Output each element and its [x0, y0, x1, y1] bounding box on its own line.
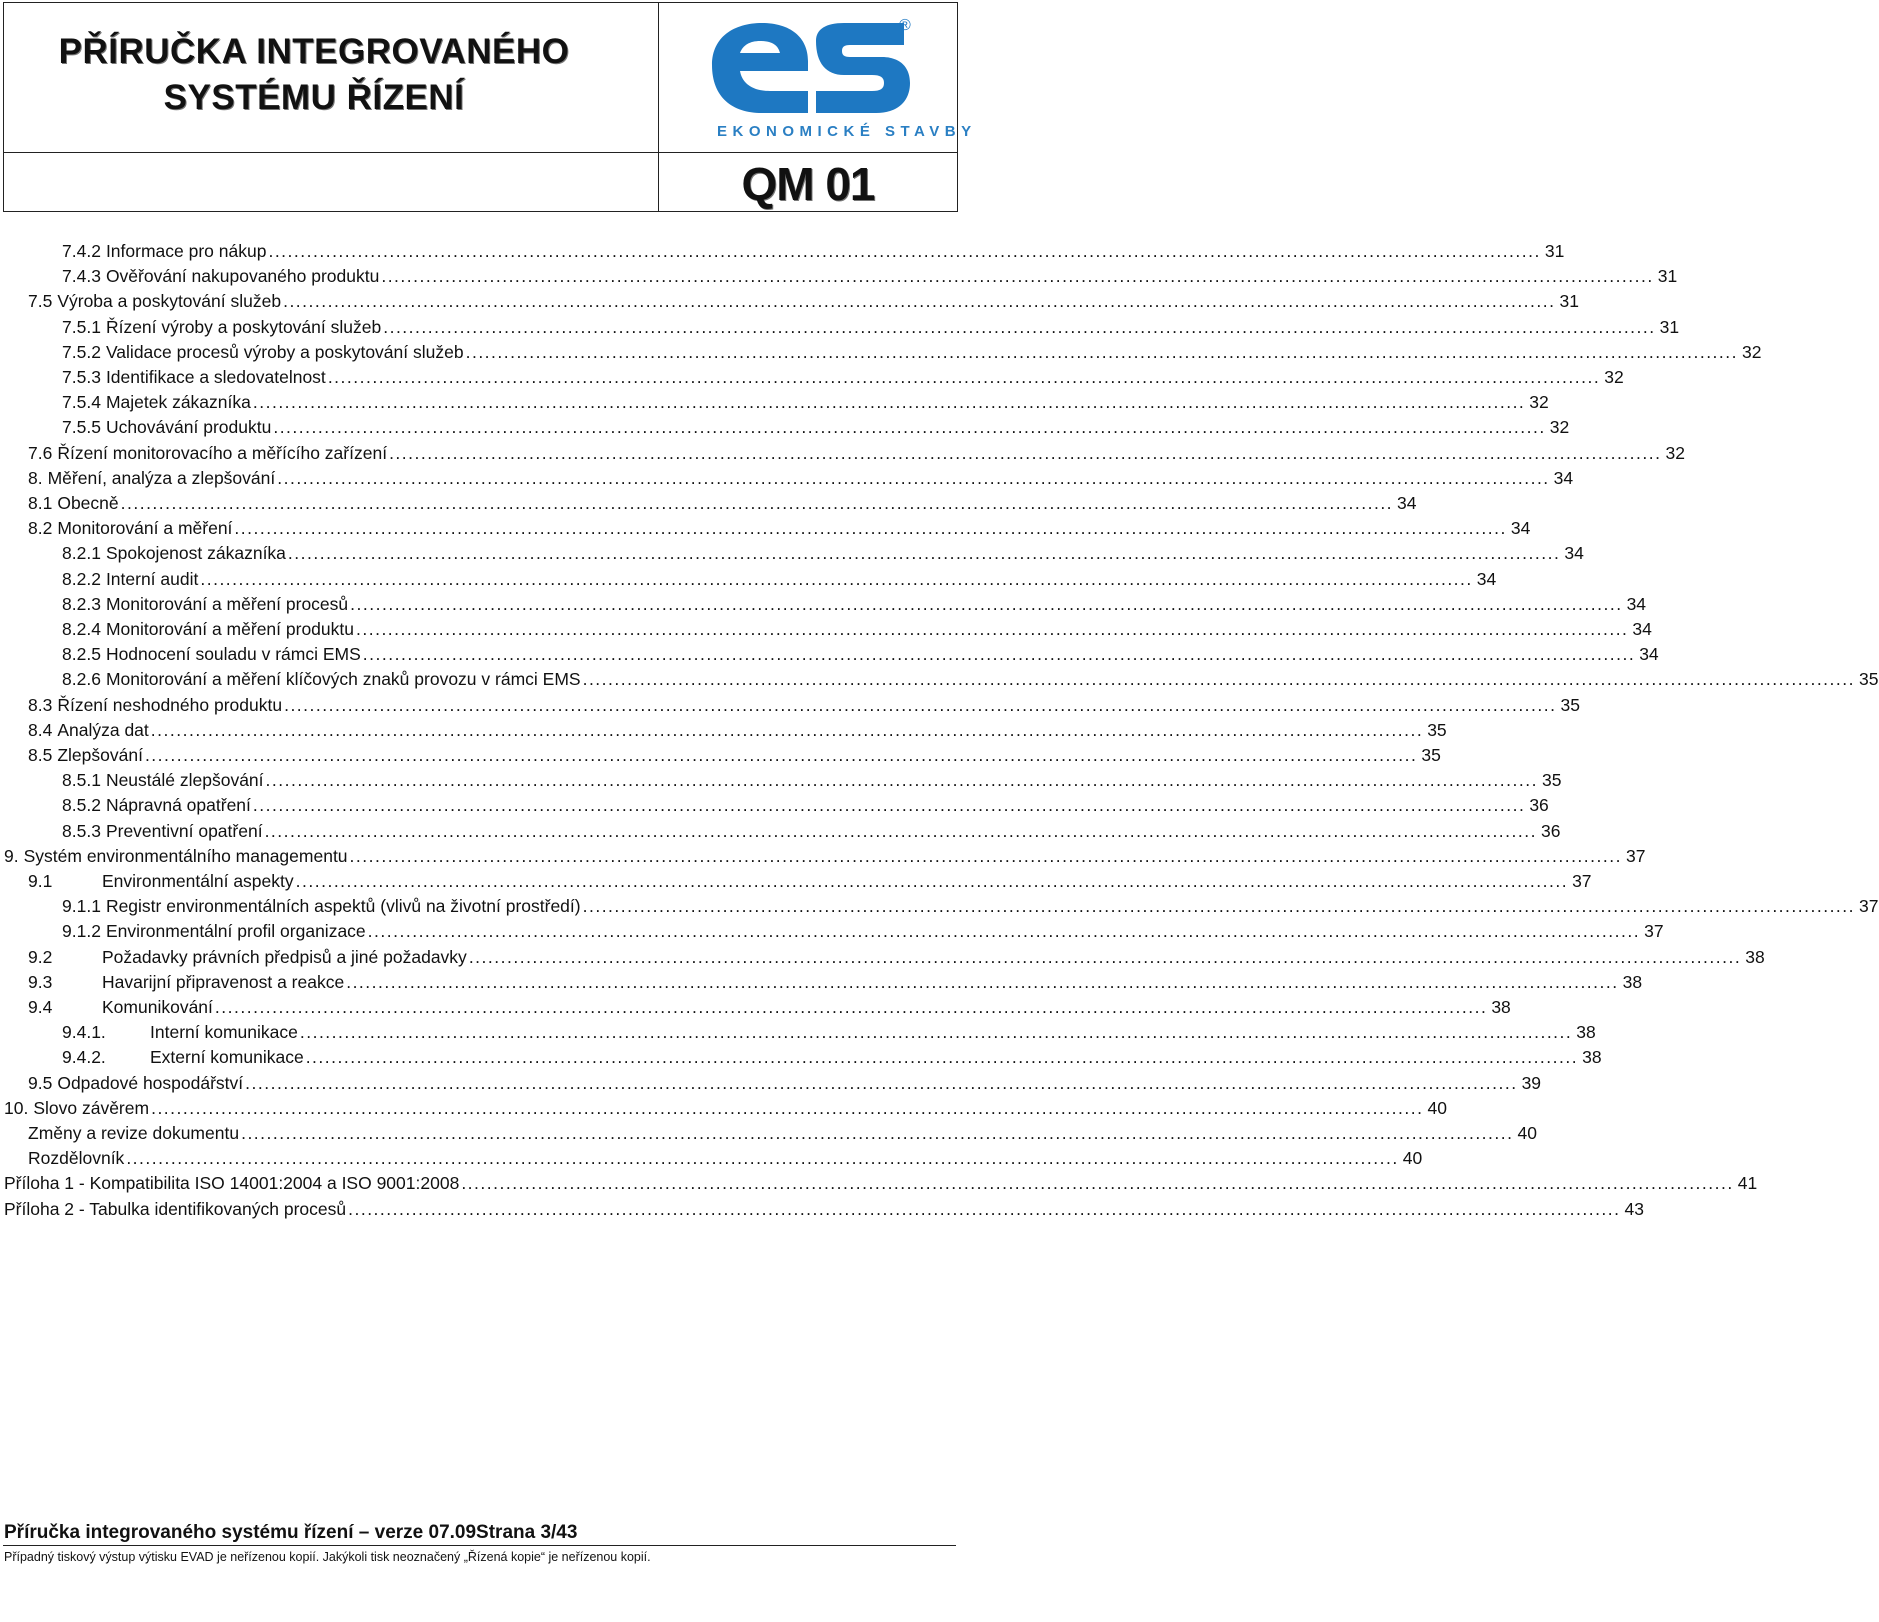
toc-leader-dots: ........................................................................................................................................................................................................: [383, 316, 1656, 337]
toc-entry[interactable]: [62, 412, 1570, 438]
toc-entry-page: 34: [1639, 644, 1659, 665]
toc-entry-number: 8.3: [28, 694, 53, 715]
toc-entry-number: 9.5: [28, 1072, 53, 1093]
toc-entry-number: 7.5.5: [62, 417, 101, 438]
toc-entry-number: 7.5.3: [62, 367, 101, 387]
toc-entry-label: [62, 240, 266, 262]
toc-entry-label: [62, 391, 251, 413]
toc-leader-dots: ........................................................................................................................................................................................................: [582, 896, 1856, 917]
toc-entry[interactable]: [4, 1194, 1644, 1220]
toc-entry-title: Monitorování a měření: [57, 518, 233, 539]
toc-entry[interactable]: [28, 488, 1417, 514]
toc-entry-label: [62, 895, 581, 917]
document-title: [4, 29, 624, 121]
toc-entry-number: 8.2.4: [62, 619, 101, 639]
toc-entry-number: 7.6: [28, 442, 53, 463]
toc-entry-page: 40: [1517, 1123, 1537, 1143]
toc-entry-title: Environmentální profil organizace: [105, 921, 366, 942]
toc-entry-label: [28, 1122, 239, 1144]
toc-entry-title: Monitorování a měření produktu: [105, 619, 354, 639]
toc-entry-title: Monitorování a měření procesů: [105, 593, 349, 614]
toc-entry-page: 38: [1582, 1047, 1602, 1068]
toc-entry-page: 37: [1859, 896, 1879, 917]
toc-entry[interactable]: [62, 1042, 1602, 1068]
toc-entry-number: 9.4.1.: [62, 1022, 106, 1043]
toc-entry[interactable]: [62, 362, 1624, 388]
es-logo-icon: [704, 17, 919, 117]
toc-entry-label: [28, 744, 143, 766]
toc-entry[interactable]: [28, 992, 1511, 1018]
toc-leader-dots: ........................................................................................................................................................................................................: [214, 997, 1488, 1017]
toc-entry-label: [62, 1021, 298, 1043]
toc-entry-number: 9.4: [28, 997, 53, 1017]
toc-entry-title: Majetek zákazníka: [105, 392, 251, 413]
toc-entry-title: Slovo závěrem: [33, 1097, 150, 1118]
toc-leader-dots: ........................................................................................................................................................................................................: [295, 871, 1569, 891]
toc-entry[interactable]: [62, 312, 1680, 338]
toc-entry[interactable]: [28, 463, 1574, 489]
toc-entry-label: [4, 1172, 459, 1194]
toc-entry[interactable]: [4, 1168, 1758, 1194]
toc-leader-dots: ........................................................................................................................................................................................................: [287, 543, 1561, 564]
toc-entry[interactable]: [62, 916, 1664, 942]
toc-entry[interactable]: [62, 337, 1762, 363]
toc-entry[interactable]: [62, 1017, 1596, 1043]
toc-entry-title: Havarijní připravenost a reakce: [102, 971, 345, 992]
toc-entry[interactable]: [28, 942, 1765, 968]
toc-entry-label: [62, 593, 348, 615]
toc-leader-dots: ........................................................................................................................................................................................................: [268, 241, 1541, 261]
toc-entry-page: 34: [1476, 568, 1497, 589]
toc-entry-page: 35: [1421, 745, 1441, 765]
toc-entry-page: 37: [1625, 845, 1646, 866]
toc-entry-title: Měření, analýza a zlepšování: [47, 467, 276, 488]
toc-leader-dots: ........................................................................................................................................................................................................: [273, 417, 1546, 438]
toc-entry-label: [28, 517, 232, 539]
toc-entry-page: 36: [1540, 820, 1561, 841]
toc-entry-title: Rozdělovník: [28, 1148, 125, 1169]
toc-leader-dots: ........................................................................................................................................................................................................: [284, 694, 1557, 715]
toc-entry-page: 32: [1604, 367, 1624, 387]
toc-entry[interactable]: [28, 715, 1447, 741]
toc-leader-dots: ........................................................................................................................................................................................................: [468, 946, 1742, 967]
toc-entry-page: 34: [1632, 619, 1652, 639]
toc-entry-title: Analýza dat: [57, 719, 149, 740]
toc-entry-label: [62, 416, 271, 438]
toc-entry-title: Validace procesů výroby a poskytování služeb: [105, 341, 464, 362]
toc-leader-dots: ........................................................................................................................................................................................................: [252, 392, 1526, 413]
toc-leader-dots: ........................................................................................................................................................................................................: [200, 568, 1473, 589]
toc-entry-number: 7.5.2: [62, 341, 101, 362]
toc-entry-page: 34: [1626, 593, 1647, 614]
toc-entry-title: Výroba a poskytování služeb: [57, 291, 282, 312]
logo-subtitle: EKONOMICKÉ STAVBY: [717, 123, 977, 140]
toc-entry-label: [62, 668, 581, 690]
toc-entry-label: [62, 820, 263, 842]
toc-leader-dots: ........................................................................................................................................................................................................: [120, 493, 1394, 513]
toc-entry[interactable]: [28, 866, 1592, 892]
toc-entry-number: 9.3: [28, 971, 53, 992]
toc-entry-label: [28, 1147, 124, 1169]
toc-entry-title: Informace pro nákup: [105, 241, 267, 261]
toc-entry-title: Uchovávání produktu: [105, 417, 272, 438]
toc-entry-number: 8.2.5: [62, 644, 101, 665]
toc-entry-number: 8.5.2: [62, 795, 101, 816]
toc-entry-title: Hodnocení souladu v rámci EMS: [105, 644, 361, 665]
toc-entry-label: [62, 794, 251, 816]
toc-entry[interactable]: [62, 589, 1647, 615]
toc-entry-number: 8.2: [28, 518, 53, 539]
toc-entry-page: 32: [1549, 417, 1570, 438]
registered-mark: ®: [899, 17, 911, 34]
toc-entry-label: [4, 1198, 346, 1220]
toc-leader-dots: ........................................................................................................................................................................................................: [350, 593, 1623, 614]
footer-divider: [3, 1545, 956, 1546]
toc-entry-page: 36: [1529, 795, 1549, 816]
toc-leader-dots: ........................................................................................................................................................................................................: [356, 619, 1629, 639]
toc-entry-label: [62, 643, 361, 665]
toc-entry-label: [28, 719, 149, 741]
toc-entry-number: 7.4.2: [62, 241, 101, 261]
toc-entry-number: 9.1.1: [62, 896, 101, 917]
toc-entry[interactable]: [62, 639, 1659, 665]
toc-entry-number: 9.1.2: [62, 921, 101, 942]
toc-entry-number: 8.5.3: [62, 820, 101, 841]
toc-entry-title: Změny a revize dokumentu: [28, 1123, 240, 1143]
toc-entry-number: 7.5.1: [62, 316, 101, 337]
toc-entry-title: Preventivní opatření: [105, 820, 263, 841]
toc-leader-dots: ........................................................................................................................................................................................................: [151, 1097, 1424, 1118]
toc-entry-page: 35: [1859, 669, 1879, 690]
toc-leader-dots: ........................................................................................................................................................................................................: [461, 1173, 1734, 1194]
toc-leader-dots: ........................................................................................................................................................................................................: [245, 1072, 1518, 1093]
toc-entry-title: Externí komunikace: [150, 1047, 304, 1068]
toc-entry-number: 8.5: [28, 745, 53, 765]
document-code: QM 01: [741, 158, 875, 210]
toc-entry-title: Příloha 1 - Kompatibilita ISO 14001:2004 a ISO 9001:2008: [4, 1173, 460, 1194]
toc-entry[interactable]: [62, 816, 1561, 842]
toc-entry-label: [62, 618, 354, 640]
toc-entry-page: 31: [1544, 241, 1565, 261]
toc-entry-page: 35: [1560, 694, 1580, 715]
toc-entry-title: Příloha 2 - Tabulka identifikovaných procesů: [4, 1198, 347, 1219]
toc-entry-number: 8.2.1: [62, 543, 101, 564]
toc-entry-label: [62, 341, 464, 363]
toc-leader-dots: ........................................................................................................................................................................................................: [367, 921, 1641, 942]
toc-entry[interactable]: [62, 664, 1879, 690]
toc-entry-number: 8.5.1: [62, 770, 101, 791]
document-header: [3, 2, 977, 212]
toc-leader-dots: ........................................................................................................................................................................................................: [348, 1198, 1621, 1219]
toc-entry-page: 35: [1541, 770, 1562, 791]
toc-entry-title: Řízení monitorovacího a měřícího zařízení: [57, 442, 388, 463]
toc-entry-label: [28, 946, 467, 968]
toc-entry-page: 34: [1553, 467, 1574, 488]
toc-entry-number: 7.5: [28, 291, 53, 312]
toc-entry[interactable]: [28, 1068, 1542, 1094]
toc-entry-label: [28, 870, 294, 892]
toc-leader-dots: ........................................................................................................................................................................................................: [305, 1047, 1579, 1068]
toc-entry-number: 8.2.6: [62, 669, 101, 690]
toc-entry-label: [62, 265, 379, 287]
toc-entry-title: Komunikování: [102, 997, 213, 1017]
toc-leader-dots: ........................................................................................................................................................................................................: [264, 820, 1537, 841]
toc-entry-page: 32: [1529, 392, 1549, 413]
toc-leader-dots: ........................................................................................................................................................................................................: [241, 1123, 1514, 1143]
toc-leader-dots: ........................................................................................................................................................................................................: [346, 971, 1619, 992]
toc-leader-dots: ........................................................................................................................................................................................................: [349, 845, 1622, 866]
toc-entry-label: [28, 442, 387, 464]
toc-entry-number: 9.: [4, 845, 19, 866]
toc-entry[interactable]: [28, 967, 1643, 993]
toc-entry-page: 34: [1510, 518, 1531, 539]
toc-leader-dots: ........................................................................................................................................................................................................: [389, 442, 1662, 463]
toc-entry-label: [28, 492, 119, 514]
toc-entry-title: Řízení výroby a poskytování služeb: [105, 316, 382, 337]
toc-entry-page: 38: [1576, 1022, 1596, 1043]
toc-leader-dots: ........................................................................................................................................................................................................: [327, 367, 1601, 387]
toc-entry-label: [62, 542, 286, 564]
toc-entry-page: 40: [1402, 1148, 1423, 1169]
toc-leader-dots: ........................................................................................................................................................................................................: [144, 745, 1418, 765]
toc-entry-title: Interní komunikace: [150, 1022, 298, 1043]
toc-leader-dots: ........................................................................................................................................................................................................: [283, 291, 1556, 312]
toc-entry[interactable]: [28, 1118, 1537, 1144]
toc-entry-page: 35: [1427, 719, 1447, 740]
toc-entry-title: Řízení neshodného produktu: [57, 694, 283, 715]
toc-entry-label: [62, 568, 198, 590]
toc-entry-title: Nápravná opatření: [105, 795, 251, 816]
toc-entry-title: Obecně: [57, 493, 119, 513]
toc-entry-title: Ověřování nakupovaného produktu: [105, 266, 380, 287]
footer-note: Případný tiskový výstup výtisku EVAD je neřízenou kopií. Jakýkoli tisk neoznačený „Řízená kopie“ je neřízenou kopií.: [4, 1550, 651, 1564]
toc-entry-page: 31: [1657, 266, 1678, 287]
toc-leader-dots: ........................................................................................................................................................................................................: [277, 467, 1550, 488]
toc-entry[interactable]: [62, 765, 1562, 791]
footer-title: Příručka integrovaného systému řízení – verze 07.09Strana 3/43: [4, 1522, 578, 1543]
toc-entry-label: [28, 290, 281, 312]
toc-entry-page: 37: [1572, 871, 1592, 891]
toc-entry-number: 8.2.3: [62, 593, 101, 614]
toc-leader-dots: ........................................................................................................................................................................................................: [465, 341, 1739, 362]
toc-entry-label: [62, 769, 264, 791]
toc-entry[interactable]: [28, 513, 1531, 539]
toc-entry-page: 40: [1427, 1097, 1447, 1118]
toc-entry[interactable]: [28, 740, 1441, 766]
toc-entry-label: [28, 996, 213, 1018]
toc-entry[interactable]: [4, 841, 1646, 867]
toc-entry[interactable]: [28, 1143, 1423, 1169]
toc-entry-title: Neustálé zlepšování: [105, 770, 264, 791]
toc-entry-number: 8.2.2: [62, 568, 101, 589]
header-empty-cell: [4, 153, 659, 211]
toc-entry-page: 34: [1564, 543, 1584, 564]
toc-entry-label: [62, 1046, 304, 1068]
toc-entry-page: 32: [1742, 341, 1762, 362]
toc-entry[interactable]: [28, 690, 1580, 716]
toc-entry-number: 10.: [4, 1097, 29, 1118]
toc-entry[interactable]: [28, 438, 1685, 464]
toc-entry-title: Interní audit: [105, 568, 199, 589]
toc-entry-label: [62, 316, 381, 338]
toc-entry-number: 9.2: [28, 946, 53, 967]
toc-entry-page: 31: [1659, 316, 1680, 337]
toc-entry[interactable]: [62, 891, 1879, 917]
toc-entry-page: 38: [1491, 997, 1511, 1017]
toc-leader-dots: ........................................................................................................................................................................................................: [150, 719, 1424, 740]
toc-leader-dots: ........................................................................................................................................................................................................: [126, 1148, 1399, 1169]
toc-entry-title: Registr environmentálních aspektů (vlivů na životní prostředí): [105, 896, 581, 917]
toc-leader-dots: ........................................................................................................................................................................................................: [265, 770, 1538, 791]
document-title-line1: PŘÍRUČKA INTEGROVANÉHO: [58, 32, 570, 71]
toc-entry-label: [62, 366, 326, 388]
toc-entry-title: Environmentální aspekty: [102, 871, 294, 891]
document-title-line2: SYSTÉMU ŘÍZENÍ: [163, 78, 465, 117]
toc-entry[interactable]: [4, 1093, 1447, 1119]
toc-entry-number: 8.1: [28, 493, 53, 513]
toc-entry-page: 37: [1644, 921, 1664, 942]
toc-entry[interactable]: [28, 286, 1579, 312]
toc-entry-title: Monitorování a měření klíčových znaků provozu v rámci EMS: [105, 669, 581, 690]
toc-entry[interactable]: [62, 614, 1652, 640]
toc-entry-label: [28, 1072, 243, 1094]
header-code-cell: [659, 153, 957, 211]
toc-entry-number: 9.4.2.: [62, 1047, 106, 1068]
toc-entry-label: [62, 920, 366, 942]
toc-entry[interactable]: [62, 564, 1497, 590]
toc-leader-dots: ........................................................................................................................................................................................................: [381, 266, 1654, 287]
toc-entry-title: Zlepšování: [57, 745, 143, 765]
toc-entry[interactable]: [62, 261, 1678, 287]
toc-entry-number: 8.4: [28, 719, 53, 740]
toc-entry-page: 32: [1665, 442, 1685, 463]
toc-entry-label: [28, 467, 275, 489]
toc-entry-label: [28, 694, 282, 716]
toc-entry-number: 7.4.3: [62, 266, 101, 287]
toc-leader-dots: ........................................................................................................................................................................................................: [582, 669, 1855, 690]
toc-entry-number: 9.1: [28, 871, 53, 891]
toc-entry[interactable]: [62, 538, 1584, 564]
company-logo: [659, 3, 977, 153]
toc-entry-title: Systém environmentálního managementu: [23, 845, 348, 866]
toc-leader-dots: ........................................................................................................................................................................................................: [252, 795, 1526, 816]
toc-entry-page: 34: [1397, 493, 1417, 513]
toc-entry-title: Odpadové hospodářství: [57, 1072, 244, 1093]
toc-entry-title: Požadavky právních předpisů a jiné požadavky: [102, 946, 467, 967]
toc-entry-title: Identifikace a sledovatelnost: [105, 367, 326, 387]
toc-entry-page: 38: [1622, 971, 1643, 992]
toc-leader-dots: ........................................................................................................................................................................................................: [299, 1022, 1573, 1043]
toc-entry[interactable]: [62, 387, 1549, 413]
toc-entry-page: 38: [1745, 946, 1765, 967]
toc-leader-dots: ........................................................................................................................................................................................................: [234, 518, 1507, 539]
toc-entry[interactable]: [62, 236, 1565, 262]
header-title-cell: [4, 3, 659, 153]
toc-leader-dots: ........................................................................................................................................................................................................: [362, 644, 1636, 665]
toc-entry[interactable]: [62, 790, 1549, 816]
toc-entry-page: 39: [1521, 1072, 1542, 1093]
toc-entry-page: 41: [1737, 1173, 1758, 1194]
toc-entry-label: [4, 845, 348, 867]
toc-entry-number: 7.5.4: [62, 392, 101, 413]
toc-entry-label: [28, 971, 344, 993]
toc-entry-page: 43: [1624, 1198, 1644, 1219]
toc-entry-number: 8.: [28, 467, 43, 488]
toc-entry-page: 31: [1559, 291, 1579, 312]
toc-entry-label: [4, 1097, 149, 1119]
toc-entry-title: Spokojenost zákazníka: [105, 543, 286, 564]
